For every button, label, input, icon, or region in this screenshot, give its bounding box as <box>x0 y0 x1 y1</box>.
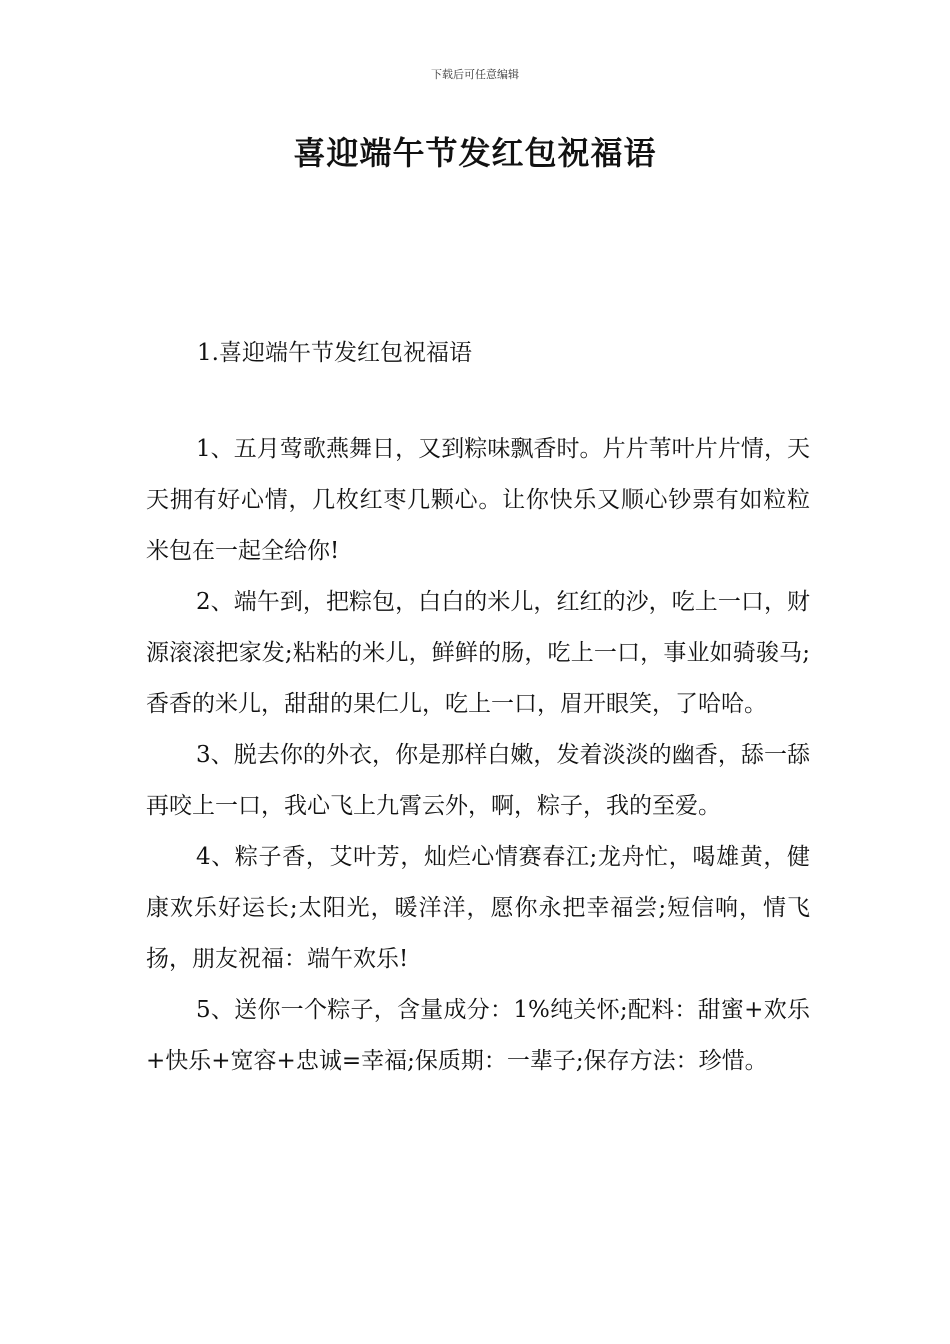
document-body <box>146 424 810 1087</box>
paragraph-5: 5、送你一个粽子，含量成分：1%纯关怀;配料：甜蜜+欢乐+快乐+宽容+忠诚=幸福;保质期：一辈子;保存方法：珍惜。 <box>146 997 810 1074</box>
document-title: 喜迎端午节发红包祝福语 <box>293 134 657 172</box>
paragraph-4: 4、粽子香，艾叶芳，灿烂心情赛春江;龙舟忙，喝雄黄，健康欢乐好运长;太阳光，暖洋洋，愿你永把幸福尝;短信响，情飞扬，朋友祝福：端午欢乐! <box>146 844 810 972</box>
paragraph-3: 3、脱去你的外衣，你是那样白嫩，发着淡淡的幽香，舔一舔再咬上一口，我心飞上九霄云外，啊，粽子，我的至爱。 <box>146 742 810 819</box>
paragraph-1: 1、五月莺歌燕舞日，又到粽味飘香时。片片苇叶片片情，天天拥有好心情，几枚红枣几颗心。让你快乐又顺心钞票有如粒粒米包在一起全给你! <box>146 436 810 564</box>
section-heading: 1.喜迎端午节发红包祝福语 <box>197 340 472 366</box>
header-note: 下载后可任意编辑 <box>431 68 519 81</box>
paragraph-2: 2、端午到，把粽包，白白的米儿，红红的沙，吃上一口，财源滚滚把家发;粘粘的米儿，鲜鲜的肠，吃上一口，事业如骑骏马;香香的米儿，甜甜的果仁儿，吃上一口，眉开眼笑，了哈哈。 <box>146 589 810 717</box>
